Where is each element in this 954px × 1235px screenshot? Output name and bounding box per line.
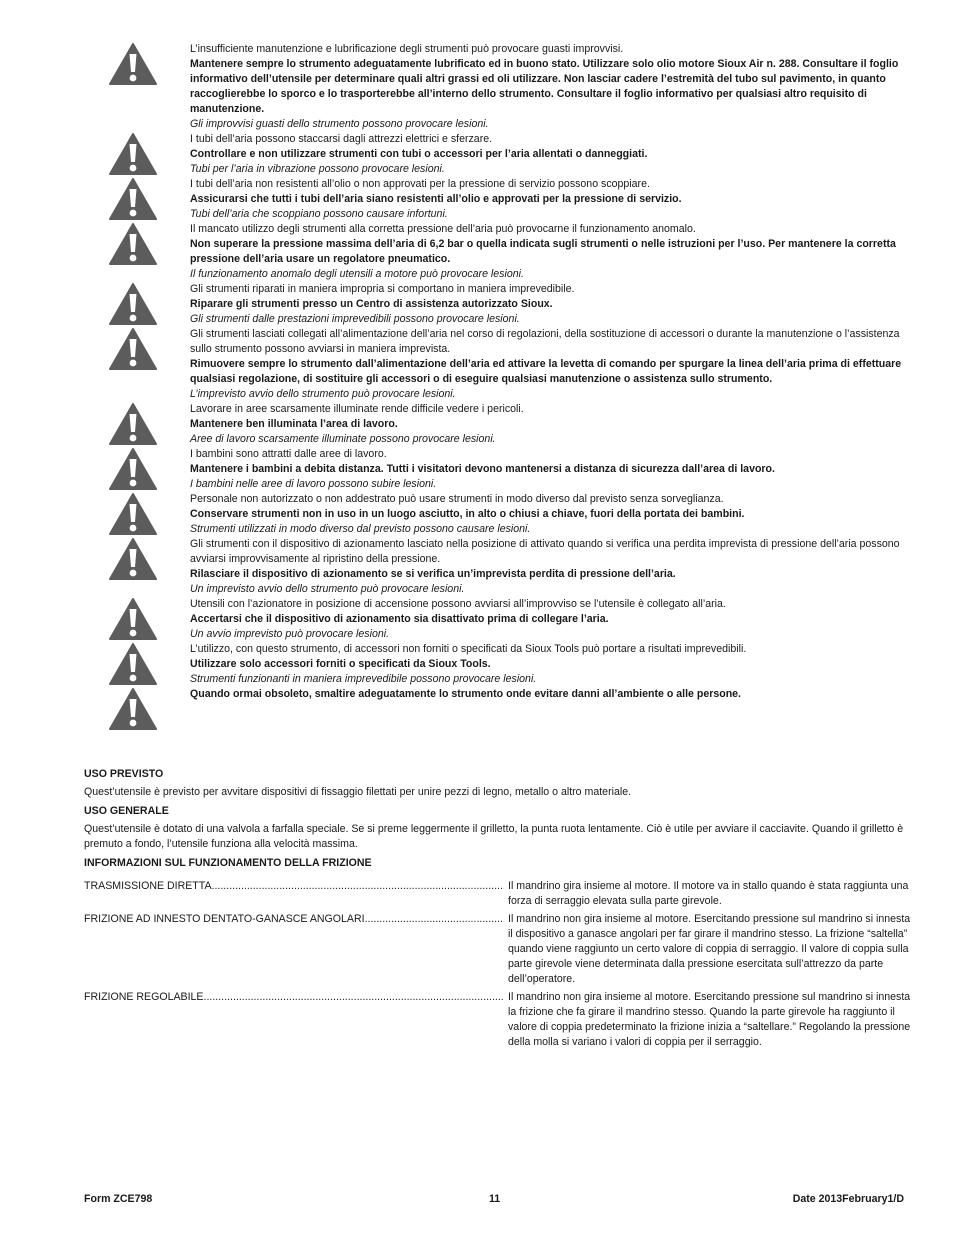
warning-plain-line: Il mancato utilizzo degli strumenti alla corretta pressione dell’aria può provocarne il funzionamento anomalo. bbox=[190, 223, 696, 235]
warning-bold-line: Mantenere i bambini a debita distanza. Tutti i visitatori devono mantenersi a distanza di sicurezza dall’area di lavoro. bbox=[190, 463, 775, 475]
uso-generale-section bbox=[84, 804, 914, 852]
warning-italic-line: Strumenti utilizzati in modo diverso dal previsto possono causare lesioni. bbox=[190, 523, 531, 535]
warning-italic-line: Gli improvvisi guasti dello strumento possono provocare lesioni. bbox=[190, 118, 489, 130]
document-date: Date 2013February1/D bbox=[792, 1193, 904, 1205]
warning-plain-line: Utensili con l’azionatore in posizione di accensione possono avviarsi all’improvviso se l’utensile è collegato all’aria. bbox=[190, 598, 726, 610]
uso-generale-text: Quest’utensile è dotato di una valvola a farfalla speciale. Se si preme leggermente il grilletto, la punta ruota lentamente. Ciò è utile per avviare il cacciavite. Quando il grilletto è premuto a fondo, l’utensile funziona alla velocità massima. bbox=[84, 823, 904, 850]
warning-italic-line: Tubi per l’aria in vibrazione possono provocare lesioni. bbox=[190, 163, 445, 175]
warning-plain-line: Gli strumenti riparati in maniera impropria si comportano in maniera imprevedibile. bbox=[190, 283, 575, 295]
warning-block bbox=[108, 687, 918, 731]
warning-triangle-icon bbox=[108, 687, 158, 731]
form-number: Form ZCE798 bbox=[84, 1193, 153, 1205]
uso-previsto-section bbox=[84, 767, 914, 800]
page-number: 11 bbox=[489, 1193, 501, 1205]
frizione-heading: INFORMAZIONI SUL FUNZIONAMENTO DELLA FRIZIONE bbox=[84, 857, 372, 869]
warning-triangle-icon bbox=[108, 642, 158, 686]
warning-plain-line: I tubi dell’aria possono staccarsi dagli attrezzi elettrici e sferzare. bbox=[190, 133, 493, 145]
warning-bold-line: Controllare e non utilizzare strumenti con tubi o accessori per l’aria allentati o danneggiati. bbox=[190, 148, 648, 160]
warning-triangle-icon bbox=[108, 222, 158, 266]
frizione-type: TRASMISSIONE DIRETTA bbox=[84, 880, 212, 892]
warning-plain-line: L’utilizzo, con questo strumento, di accessori non forniti o specificati da Sioux Tools può portare a risultati imprevedibili. bbox=[190, 643, 747, 655]
warning-bold-line: Non superare la pressione massima dell’aria di 6,2 bar o quella indicata sugli strumenti o nelle istruzioni per l’uso. Per mantenere la corretta pressione dell’aria usare un regolatore pneumatico. bbox=[190, 238, 896, 265]
warning-italic-line: Aree di lavoro scarsamente illuminate possono provocare lesioni. bbox=[190, 433, 496, 445]
warning-plain-line: I bambini sono attratti dalle aree di lavoro. bbox=[190, 448, 387, 460]
warning-triangle-icon bbox=[108, 177, 158, 221]
warning-bold-line: Utilizzare solo accessori forniti o specificati da Sioux Tools. bbox=[190, 658, 491, 670]
warning-block bbox=[108, 177, 918, 222]
warning-italic-line: Gli strumenti dalle prestazioni imprevedibili possono provocare lesioni. bbox=[190, 313, 520, 325]
warning-block bbox=[108, 282, 918, 327]
leader-dots bbox=[365, 912, 504, 987]
warning-triangle-icon bbox=[108, 132, 158, 176]
warning-triangle-icon bbox=[108, 537, 158, 581]
uso-generale-heading: USO GENERALE bbox=[84, 805, 169, 817]
frizione-type: FRIZIONE REGOLABILE bbox=[84, 991, 204, 1003]
warning-triangle-icon bbox=[108, 492, 158, 536]
frizione-row bbox=[84, 990, 914, 1050]
frizione-description: Il mandrino gira insieme al motore. Il motore va in stallo quando è stata raggiunta una forza di serraggio elevata sulla parte girevole. bbox=[508, 880, 909, 907]
leader-dots bbox=[212, 879, 504, 909]
warning-block bbox=[108, 402, 918, 447]
warning-block bbox=[108, 222, 918, 282]
warning-bold-line: Rilasciare il dispositivo di azionamento se si verifica un’imprevista perdita di pressione dell’aria. bbox=[190, 568, 676, 580]
warning-italic-line: Un imprevisto avvio dello strumento può provocare lesioni. bbox=[190, 583, 465, 595]
uso-previsto-heading: USO PREVISTO bbox=[84, 768, 164, 780]
uso-previsto-text: Quest’utensile è previsto per avvitare dispositivi di fissaggio filettati per unire pezzi di legno, metallo o altro materiale. bbox=[84, 786, 632, 798]
warning-block bbox=[108, 447, 918, 492]
warning-italic-line: L’imprevisto avvio dello strumento può provocare lesioni. bbox=[190, 388, 456, 400]
warning-italic-line: I bambini nelle aree di lavoro possono subire lesioni. bbox=[190, 478, 437, 490]
warning-bold-line: Conservare strumenti non in uso in un luogo asciutto, in alto o chiusi a chiave, fuori della portata dei bambini. bbox=[190, 508, 745, 520]
warning-italic-line: Il funzionamento anomalo degli utensili a motore può provocare lesioni. bbox=[190, 268, 524, 280]
warning-bold-line: Quando ormai obsoleto, smaltire adeguatamente lo strumento onde evitare danni all’ambiente o alle persone. bbox=[190, 688, 741, 700]
warning-plain-line: L’insufficiente manutenzione e lubrificazione degli strumenti può provocare guasti improvvisi. bbox=[190, 43, 624, 55]
warning-block bbox=[108, 327, 918, 402]
warning-block bbox=[108, 42, 918, 132]
warning-block bbox=[108, 132, 918, 177]
warning-triangle-icon bbox=[108, 597, 158, 641]
warning-triangle-icon bbox=[108, 402, 158, 446]
warning-bold-line: Assicurarsi che tutti i tubi dell’aria siano resistenti all’olio e approvati per la pressione di servizio. bbox=[190, 193, 682, 205]
leader-dots bbox=[204, 990, 504, 1050]
warning-block bbox=[108, 537, 918, 597]
warning-block bbox=[108, 642, 918, 687]
frizione-description: Il mandrino non gira insieme al motore. Esercitando pressione sul mandrino si innesta il dispositivo a ganasce angolari per far girare il mandrino stesso. La frizione “saltella” quando viene raggiunto un certo valore di coppia di serraggio. Il valore di coppia sulla parte girevole viene determinata dalla pressione esercitata sull’attrezzo da parte dell’operatore. bbox=[508, 913, 911, 985]
warning-plain-line: Lavorare in aree scarsamente illuminate rende difficile vedere i pericoli. bbox=[190, 403, 524, 415]
warning-block bbox=[108, 597, 918, 642]
warning-plain-line: Gli strumenti lasciati collegati all’alimentazione dell’aria nel corso di regolazioni, della sostituzione di accessori o durante la manutenzione o l’assistenza sullo strumento possono avviarsi in maniera imprevista. bbox=[190, 328, 900, 355]
frizione-table bbox=[84, 879, 914, 1053]
warning-bold-line: Rimuovere sempre lo strumento dall’alimentazione dell’aria ed attivare la levetta di comando per spurgare la linea dell’aria prima di effettuare qualsiasi regolazione, di sostituire gli accessori o di eseguire qualsiasi manutenzione o assistenza sullo strumento. bbox=[190, 358, 902, 385]
frizione-type: FRIZIONE AD INNESTO DENTATO-GANASCE ANGOLARI bbox=[84, 913, 365, 925]
warning-plain-line: Gli strumenti con il dispositivo di azionamento lasciato nella posizione di attivato quando si verifica una perdita imprevista di pressione dell’aria possono avviarsi improvvisamente al ripristino della pressione. bbox=[190, 538, 900, 565]
warning-bold-line: Riparare gli strumenti presso un Centro di assistenza autorizzato Sioux. bbox=[190, 298, 553, 310]
frizione-section bbox=[84, 856, 914, 871]
frizione-row bbox=[84, 879, 914, 909]
warning-italic-line: Un avvio imprevisto può provocare lesioni. bbox=[190, 628, 390, 640]
warning-bold-line: Mantenere ben illuminata l’area di lavoro. bbox=[190, 418, 398, 430]
warning-italic-line: Tubi dell’aria che scoppiano possono causare infortuni. bbox=[190, 208, 448, 220]
warning-plain-line: I tubi dell’aria non resistenti all’olio o non approvati per la pressione di servizio possono scoppiare. bbox=[190, 178, 650, 190]
warning-bold-line: Accertarsi che il dispositivo di azionamento sia disattivato prima di collegare l’aria. bbox=[190, 613, 609, 625]
warning-triangle-icon bbox=[108, 447, 158, 491]
warning-block bbox=[108, 492, 918, 537]
warnings-list bbox=[108, 42, 918, 731]
warning-italic-line: Strumenti funzionanti in maniera imprevedibile possono provocare lesioni. bbox=[190, 673, 537, 685]
frizione-description: Il mandrino non gira insieme al motore. Esercitando pressione sul mandrino si innesta la frizione che fa girare il mandrino stesso. Quando la parte girevole ha raggiunto il valore di coppia predeterminato la frizione inizia a “saltellare.” Regolando la pressione della molla si variano i valori di coppia per il serraggio. bbox=[508, 991, 911, 1048]
warning-bold-line: Mantenere sempre lo strumento adeguatamente lubrificato ed in buono stato. Utilizzare solo olio motore Sioux Air n. 288. Consultare il foglio informativo dell’utensile per determinare quali altri grassi ed oli utilizzare. Non lasciar cadere l’estremità del tubo sul pavimento, in quanto raccoglierebbe lo sporco e lo trasporterebbe all’interno dello strumento. Consultare il foglio informativo per qualsiasi altro requisito di manutenzione. bbox=[190, 58, 899, 115]
warning-triangle-icon bbox=[108, 282, 158, 326]
frizione-row bbox=[84, 912, 914, 987]
warning-triangle-icon bbox=[108, 42, 158, 86]
warning-plain-line: Personale non autorizzato o non addestrato può usare strumenti in modo diverso dal previsto senza sorveglianza. bbox=[190, 493, 724, 505]
warning-triangle-icon bbox=[108, 327, 158, 371]
